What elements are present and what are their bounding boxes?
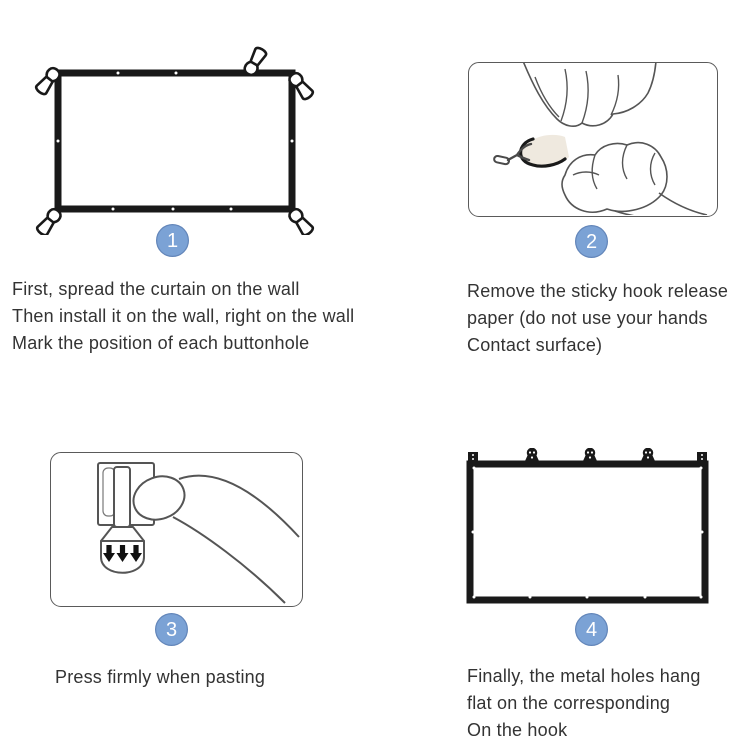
caption-line: Press firmly when pasting [55, 667, 266, 687]
step-4-caption [467, 663, 701, 744]
step-3-caption [55, 664, 265, 691]
hands-peeling-hook-release-paper-illustration [468, 62, 718, 217]
screen-frame-with-pins-icon [30, 45, 320, 235]
hands-peeling-hook-release-paper-icon [469, 63, 716, 215]
screen-hanging-on-hooks-icon [465, 448, 710, 608]
caption-line: paper (do not use your hands [467, 308, 708, 328]
step-2-caption [467, 278, 728, 359]
step-1-caption [12, 276, 354, 357]
caption-line: On the hook [467, 720, 568, 740]
step-1-badge: 1 [156, 224, 189, 257]
caption-line: Contact surface) [467, 335, 603, 355]
screen-frame-with-pins-illustration [30, 45, 320, 235]
finger-pressing-hook-icon [51, 453, 301, 605]
caption-line: First, spread the curtain on the wall [12, 279, 300, 299]
step-3-badge: 3 [155, 613, 188, 646]
step-2-badge: 2 [575, 225, 608, 258]
step-4-badge: 4 [575, 613, 608, 646]
finger-pressing-hook-illustration [50, 452, 303, 607]
caption-line: Then install it on the wall, right on the wall [12, 306, 355, 326]
caption-line: Remove the sticky hook release [467, 281, 729, 301]
caption-line: Mark the position of each buttonhole [12, 333, 310, 353]
caption-line: Finally, the metal holes hang [467, 666, 701, 686]
screen-hanging-on-hooks-illustration [465, 448, 710, 608]
caption-line: flat on the corresponding [467, 693, 671, 713]
